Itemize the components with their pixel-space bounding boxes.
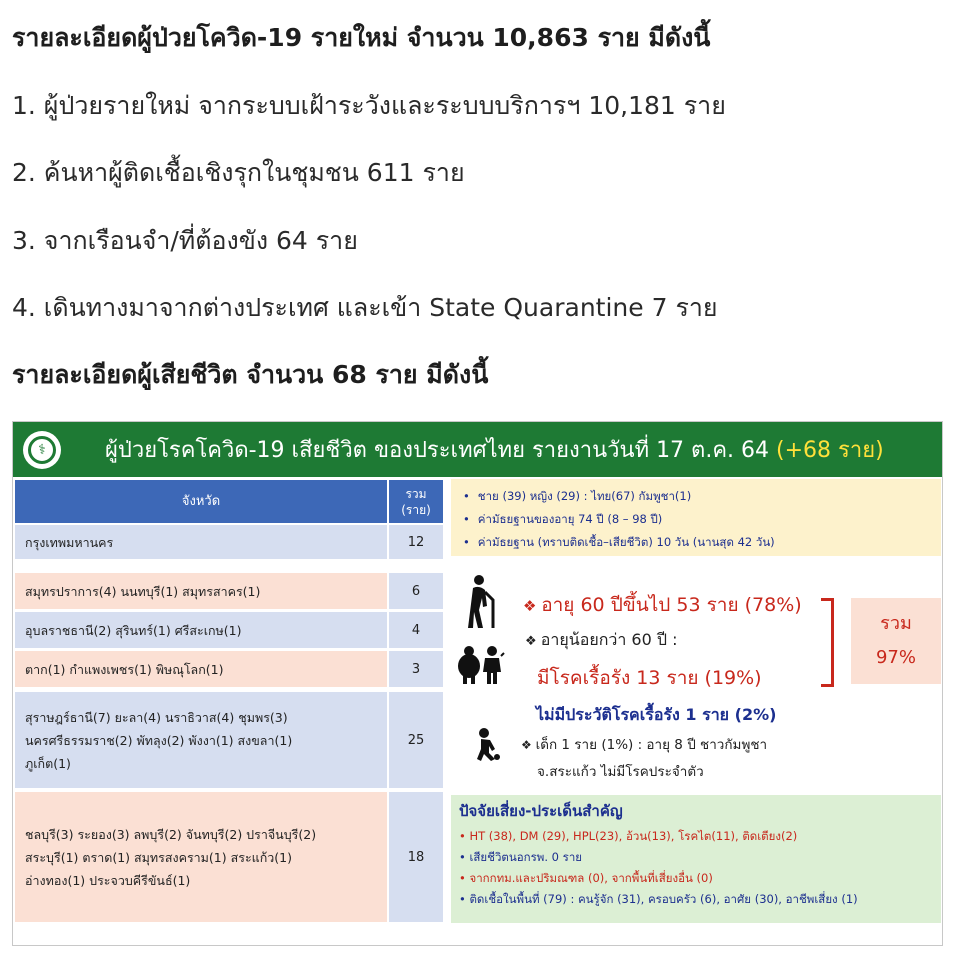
summary-text: ค่ามัธยฐาน (ทราบติดเชื้อ–เสียชีวิต) 10 วัน (นานสุด 42 วัน) (477, 535, 775, 549)
risk-text: เสียชีวิตนอกรพ. 0 ราย (469, 850, 583, 864)
new-cases-heading: รายละเอียดผู้ป่วยโควิด-19 รายใหม่ จำนวน 10,863 ราย มีดังนี้ (12, 23, 711, 52)
new-cases-item-2: 2. ค้นหาผู้ติดเชื้อเชิงรุกในชุมชน 611 ราย (12, 158, 465, 187)
age-over-60-line: ❖ อายุ 60 ปีขึ้นไป 53 ราย (78%) (523, 594, 802, 616)
risk-item: • HT (38), DM (29), HPL(23), อ้วน(13), โรคไต(11), ติดเตียง(2) (459, 829, 798, 843)
row-total: 18 (389, 792, 443, 922)
risk-item: • ติดเชื้อในพื้นที่ (79) : คนรู้จัก (31), ครอบครัว (6), อาศัย (30), อาชีพเสี่ยง (1) (459, 892, 858, 906)
title-highlight: (+68 ราย) (776, 438, 884, 463)
table-row (15, 612, 443, 648)
ministry-logo-icon: ⚕ (23, 431, 61, 469)
total-label: รวม (880, 613, 912, 634)
child-text-1: เด็ก 1 ราย (1%) : อายุ 8 ปี ชาวกัมพูชา (535, 737, 768, 753)
header-total-label: รวม (405, 486, 427, 501)
risk-text: จากกทม.และปริมณฑล (0), จากพื้นที่เสี่ยงอื่น (0) (469, 871, 713, 885)
row-province-line: อ่างทอง(1) ประจวบคีรีขันธ์(1) (25, 872, 191, 888)
row-province: กรุงเทพมหานคร (15, 525, 387, 559)
row-province-line: นครศรีธรรมราช(2) พัทลุง(2) พังงา(1) สงขลา(1) (25, 732, 293, 748)
no-chronic-line: ไม่มีประวัติโรคเรื้อรัง 1 ราย (2%) (536, 705, 777, 724)
new-cases-item-1: 1. ผู้ป่วยรายใหม่ จากระบบเฝ้าระวังและระบบบริการฯ 10,181 ราย (12, 91, 726, 120)
row-province-line: ชลบุรี(3) ระยอง(3) ลพบุรี(2) จันทบุรี(2) ปราจีนบุรี(2) (25, 826, 317, 842)
child-icon (475, 727, 501, 761)
risk-factors-title: ปัจจัยเสี่ยง-ประเด็นสำคัญ (459, 802, 623, 820)
age-under-60-line: ❖ อายุน้อยกว่า 60 ปี : (525, 630, 678, 649)
summary-item: • ชาย (39) หญิง (29) : ไทย(67) กัมพูชา(1) (463, 489, 692, 503)
age-over-60-text: อายุ 60 ปีขึ้นไป 53 ราย (78%) (541, 594, 802, 616)
table-row (15, 692, 443, 788)
row-province: อุบลราชธานี(2) สุรินทร์(1) ศรีสะเกษ(1) (15, 612, 387, 648)
total-percent-box (851, 598, 941, 684)
row-total: 6 (389, 573, 443, 609)
row-total: 4 (389, 612, 443, 648)
total-bracket (821, 598, 834, 687)
risk-item: • จากกทม.และปริมณฑล (0), จากพื้นที่เสี่ยงอื่น (0) (459, 871, 713, 885)
row-province: ตาก(1) กำแพงเพชร(1) พิษณุโลก(1) (15, 651, 387, 687)
total-percent: 97% (875, 647, 916, 668)
elderly-person-icon (465, 574, 501, 630)
deaths-heading: รายละเอียดผู้เสียชีวิต จำนวน 68 ราย มีดังนี้ (12, 360, 489, 389)
header-total (389, 480, 443, 523)
row-province-line: สระบุรี(1) ตราด(1) สมุทรสงคราม(1) สระแก้ว(1) (25, 849, 293, 865)
table-row (15, 792, 443, 922)
row-total: 3 (389, 651, 443, 687)
new-cases-item-4: 4. เดินทางมาจากต่างประเทศ และเข้า State Quarantine 7 ราย (12, 293, 718, 322)
summary-item: • ค่ามัธยฐาน (ทราบติดเชื้อ–เสียชีวิต) 10 วัน (นานสุด 42 วัน) (463, 535, 775, 549)
summary-text: ค่ามัธยฐานของอายุ 74 ปี (8 – 98 ปี) (477, 512, 663, 526)
risk-text: HT (38), DM (29), HPL(23), อ้วน(13), โรคไต(11), ติดเตียง(2) (469, 829, 798, 843)
child-line-2: จ.สระแก้ว ไม่มีโรคประจำตัว (537, 764, 704, 780)
chronic-disease-line: มีโรคเรื้อรัง 13 ราย (19%) (537, 667, 762, 689)
table-row (15, 573, 443, 609)
age-under-60-text: อายุน้อยกว่า 60 ปี : (540, 630, 678, 649)
infographic-header (13, 422, 942, 477)
row-province (15, 692, 387, 788)
risk-factors-box (451, 795, 941, 923)
infographic-title (105, 432, 884, 467)
summary-text: ชาย (39) หญิง (29) : ไทย(67) กัมพูชา(1) (477, 489, 692, 503)
table-row (15, 525, 443, 559)
row-total: 12 (389, 525, 443, 559)
header-province: จังหวัด (15, 480, 387, 523)
child-line-1: ❖ เด็ก 1 ราย (1%) : อายุ 8 ปี ชาวกัมพูชา (521, 737, 768, 753)
row-total: 25 (389, 692, 443, 788)
summary-box (451, 479, 941, 556)
row-province-line: สุราษฎร์ธานี(7) ยะลา(4) นราธิวาส(4) ชุมพร(3) (25, 709, 288, 725)
row-province-line: ภูเก็ต(1) (25, 755, 71, 771)
summary-item: • ค่ามัธยฐานของอายุ 74 ปี (8 – 98 ปี) (463, 512, 663, 526)
header-total-unit: (ราย) (401, 502, 431, 517)
couple-icon (457, 646, 507, 684)
table-row (15, 651, 443, 687)
risk-text: ติดเชื้อในพื้นที่ (79) : คนรู้จัก (31), ครอบครัว (6), อาศัย (30), อาชีพเสี่ยง (1) (469, 892, 858, 906)
deaths-infographic (12, 421, 943, 946)
risk-item: • เสียชีวิตนอกรพ. 0 ราย (459, 850, 583, 864)
table-header (15, 480, 443, 523)
row-province: สมุทรปราการ(4) นนทบุรี(1) สมุทรสาคร(1) (15, 573, 387, 609)
title-text: ผู้ป่วยโรคโควิด-19 เสียชีวิต ของประเทศไทย รายงานวันที่ 17 ต.ค. 64 (105, 438, 770, 463)
new-cases-item-3: 3. จากเรือนจำ/ที่ต้องขัง 64 ราย (12, 226, 358, 255)
row-province (15, 792, 387, 922)
